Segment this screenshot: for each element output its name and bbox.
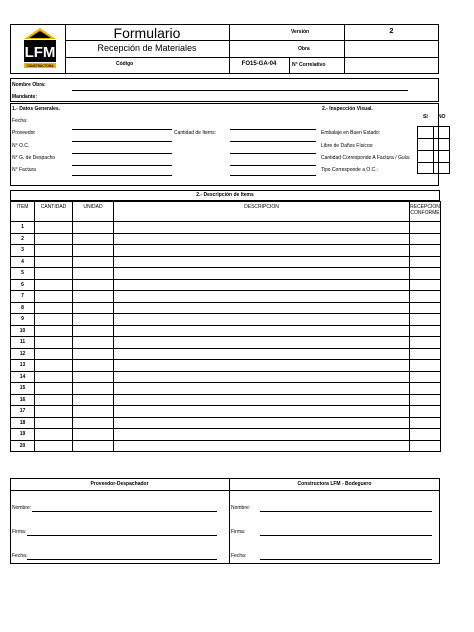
table-cell[interactable]: [114, 279, 410, 291]
form-title: Formulario: [113, 25, 181, 41]
table-cell[interactable]: [73, 233, 114, 245]
col-unidad: UNIDAD: [73, 202, 114, 222]
guia-label: N° G. de Despacho: [12, 155, 56, 161]
table-cell[interactable]: [35, 279, 73, 291]
firma-right-firma-label: Firma:: [231, 529, 246, 535]
table-cell[interactable]: [35, 256, 73, 268]
table-row: [11, 440, 441, 452]
si-label: SI: [423, 114, 428, 120]
table-cell[interactable]: [410, 417, 441, 429]
version-value: 2: [389, 28, 394, 35]
table-cell[interactable]: [35, 406, 73, 418]
item-number: 18: [11, 417, 35, 429]
table-row: [11, 291, 441, 303]
table-cell[interactable]: [73, 314, 114, 326]
table-row: [11, 429, 441, 441]
table-cell[interactable]: [35, 325, 73, 337]
table-cell[interactable]: [73, 429, 114, 441]
table-cell[interactable]: [35, 233, 73, 245]
firma-right-nombre-field[interactable]: [260, 511, 432, 512]
table-row: [11, 256, 441, 268]
table-cell[interactable]: [114, 291, 410, 303]
firma-right-title: Constructora LFM - Bodeguero: [297, 481, 372, 487]
table-cell[interactable]: [114, 325, 410, 337]
descripcion-section-title: 2.- Descripción de Items: [196, 192, 254, 198]
table-cell[interactable]: [410, 360, 441, 372]
svg-text:LFM: LFM: [24, 44, 56, 61]
table-cell[interactable]: [35, 429, 73, 441]
inspeccion-item: Embalaje en Buen Estado:: [321, 130, 381, 136]
table-cell[interactable]: [114, 268, 410, 280]
table-cell[interactable]: [73, 302, 114, 314]
table-row: [11, 417, 441, 429]
table-cell[interactable]: [410, 245, 441, 257]
item-number: 11: [11, 337, 35, 349]
item-number: 1: [11, 222, 35, 234]
firma-right-nombre-label: Nombre:: [231, 505, 251, 511]
item-number: 17: [11, 406, 35, 418]
table-cell[interactable]: [114, 337, 410, 349]
table-cell[interactable]: [73, 394, 114, 406]
table-cell[interactable]: [410, 291, 441, 303]
svg-text:CONSTRUCTORA: CONSTRUCTORA: [26, 64, 54, 68]
firma-left-nombre-field[interactable]: [32, 511, 217, 512]
table-cell[interactable]: [410, 233, 441, 245]
table-row: [11, 325, 441, 337]
item-number: 19: [11, 429, 35, 441]
table-row: [11, 383, 441, 395]
table-cell[interactable]: [410, 406, 441, 418]
proveedor-field[interactable]: [72, 129, 172, 130]
table-cell[interactable]: [35, 222, 73, 234]
item-number: 2: [11, 233, 35, 245]
firma-right-fecha-field[interactable]: [260, 559, 432, 560]
table-row: [11, 348, 441, 360]
firma-left-nombre-label: Nombre:: [12, 505, 32, 511]
table-cell[interactable]: [114, 245, 410, 257]
table-cell[interactable]: [73, 348, 114, 360]
col-item: ITEM: [11, 202, 35, 222]
version-label: Versión: [291, 29, 310, 35]
nombre-obra-label: Nombre Obra:: [12, 82, 46, 88]
table-cell[interactable]: [73, 279, 114, 291]
table-cell[interactable]: [73, 291, 114, 303]
col-descripcion: DESCRIPCION: [114, 202, 410, 222]
table-row: [11, 394, 441, 406]
firma-right-fecha-label: Fecha:: [231, 553, 247, 559]
table-cell[interactable]: [35, 440, 73, 452]
table-cell[interactable]: [410, 440, 441, 452]
table-cell[interactable]: [73, 406, 114, 418]
fecha-field[interactable]: [72, 175, 172, 176]
item-number: 13: [11, 360, 35, 372]
table-cell[interactable]: [73, 383, 114, 395]
table-cell[interactable]: [35, 360, 73, 372]
item-number: 20: [11, 440, 35, 452]
table-cell[interactable]: [35, 302, 73, 314]
item-number: 9: [11, 314, 35, 326]
table-cell[interactable]: [35, 245, 73, 257]
item-number: 10: [11, 325, 35, 337]
proveedor-label: Proveedor: [12, 130, 36, 136]
firma-left-fecha-field[interactable]: [27, 559, 217, 560]
items-table: [10, 201, 441, 452]
table-row: [11, 337, 441, 349]
col-cantidad: CANTIDAD: [35, 202, 73, 222]
firma-left-firma-label: Firma:: [12, 529, 27, 535]
fecha-label: Fecha:: [12, 118, 28, 124]
table-cell[interactable]: [73, 245, 114, 257]
table-cell[interactable]: [114, 394, 410, 406]
firma-left-firma-field[interactable]: [27, 535, 217, 536]
firma-right-firma-field[interactable]: [260, 535, 432, 536]
table-row: [11, 268, 441, 280]
item-number: 8: [11, 302, 35, 314]
cantidad-items-field[interactable]: [230, 129, 316, 130]
table-cell[interactable]: [35, 348, 73, 360]
table-cell[interactable]: [114, 302, 410, 314]
obra-label: Obra: [298, 46, 310, 52]
table-cell[interactable]: [410, 314, 441, 326]
datos-section-title: 1.- Datos Generales.: [12, 106, 61, 112]
item-number: 3: [11, 245, 35, 257]
table-row: [11, 371, 441, 383]
item-number: 16: [11, 394, 35, 406]
item-number: 14: [11, 371, 35, 383]
table-cell[interactable]: [410, 383, 441, 395]
table-cell[interactable]: [73, 440, 114, 452]
items-table-header: [11, 202, 441, 222]
table-cell[interactable]: [114, 222, 410, 234]
table-cell[interactable]: [35, 417, 73, 429]
datos-block: [10, 103, 439, 186]
nombre-obra-field[interactable]: [72, 90, 408, 91]
table-cell[interactable]: [73, 417, 114, 429]
mandante-label: Mandante:: [12, 94, 37, 100]
table-row: [11, 279, 441, 291]
inspeccion-item: Libre de Daños Físicos:: [321, 143, 374, 149]
oc-field[interactable]: [72, 141, 172, 142]
item-number: 15: [11, 383, 35, 395]
table-cell[interactable]: [410, 337, 441, 349]
inspeccion-item: Tipo Corresponde a O.C.:: [321, 167, 379, 173]
table-cell[interactable]: [73, 371, 114, 383]
table-row: [11, 245, 441, 257]
table-row: [11, 302, 441, 314]
table-cell[interactable]: [114, 440, 410, 452]
item-number: 7: [11, 291, 35, 303]
table-cell[interactable]: [114, 406, 410, 418]
inspeccion-section-title: 2.- Inspección Visual.: [322, 106, 373, 112]
firma-left-fecha-label: Fecha:: [12, 553, 28, 559]
item-number: 5: [11, 268, 35, 280]
table-cell[interactable]: [73, 256, 114, 268]
table-cell[interactable]: [35, 383, 73, 395]
table-cell[interactable]: [73, 360, 114, 372]
table-row: [11, 406, 441, 418]
form-subtitle: Recepción de Materiales: [97, 43, 197, 53]
table-cell[interactable]: [410, 268, 441, 280]
table-row: [11, 222, 441, 234]
guia-field[interactable]: [72, 153, 172, 154]
table-row: [11, 360, 441, 372]
table-cell[interactable]: [410, 279, 441, 291]
table-cell[interactable]: [35, 394, 73, 406]
table-cell[interactable]: [410, 302, 441, 314]
item-number: 4: [11, 256, 35, 268]
col-recepcion: RECEPCION CONFORME: [410, 202, 441, 222]
table-cell[interactable]: [114, 383, 410, 395]
table-cell[interactable]: [114, 429, 410, 441]
table-cell[interactable]: [35, 291, 73, 303]
table-row: [11, 233, 441, 245]
codigo-value: FO15-GA-04: [241, 61, 277, 67]
correlativo-label: N° Correlativo: [292, 62, 326, 68]
item-number: 12: [11, 348, 35, 360]
table-cell[interactable]: [35, 337, 73, 349]
table-cell[interactable]: [410, 429, 441, 441]
company-logo: [20, 27, 60, 71]
table-cell[interactable]: [114, 360, 410, 372]
oc-label: N° O.C.: [12, 143, 30, 149]
table-cell[interactable]: [410, 348, 441, 360]
codigo-label: Código: [116, 61, 134, 67]
inspeccion-item: Cantidad Corresponde A Factura / Guía:: [321, 155, 411, 161]
table-cell[interactable]: [114, 233, 410, 245]
table-cell[interactable]: [114, 371, 410, 383]
table-cell[interactable]: [35, 268, 73, 280]
firma-left-title: Proveedor-Despachador: [90, 481, 149, 487]
factura-field[interactable]: [72, 165, 172, 166]
table-cell[interactable]: [73, 337, 114, 349]
table-cell[interactable]: [73, 268, 114, 280]
table-cell[interactable]: [410, 256, 441, 268]
table-cell[interactable]: [410, 371, 441, 383]
table-cell[interactable]: [114, 348, 410, 360]
table-cell[interactable]: [73, 222, 114, 234]
table-cell[interactable]: [35, 314, 73, 326]
item-number: 6: [11, 279, 35, 291]
table-cell[interactable]: [410, 222, 441, 234]
table-cell[interactable]: [73, 325, 114, 337]
table-cell[interactable]: [410, 325, 441, 337]
cantidad-items-label: Cantidad de Items:: [174, 130, 216, 136]
factura-label: N° Factura: [12, 167, 36, 173]
table-cell[interactable]: [35, 371, 73, 383]
table-cell[interactable]: [114, 314, 410, 326]
table-cell[interactable]: [114, 256, 410, 268]
table-cell[interactable]: [410, 394, 441, 406]
table-row: [11, 314, 441, 326]
table-cell[interactable]: [114, 417, 410, 429]
no-label: NO: [438, 114, 446, 120]
